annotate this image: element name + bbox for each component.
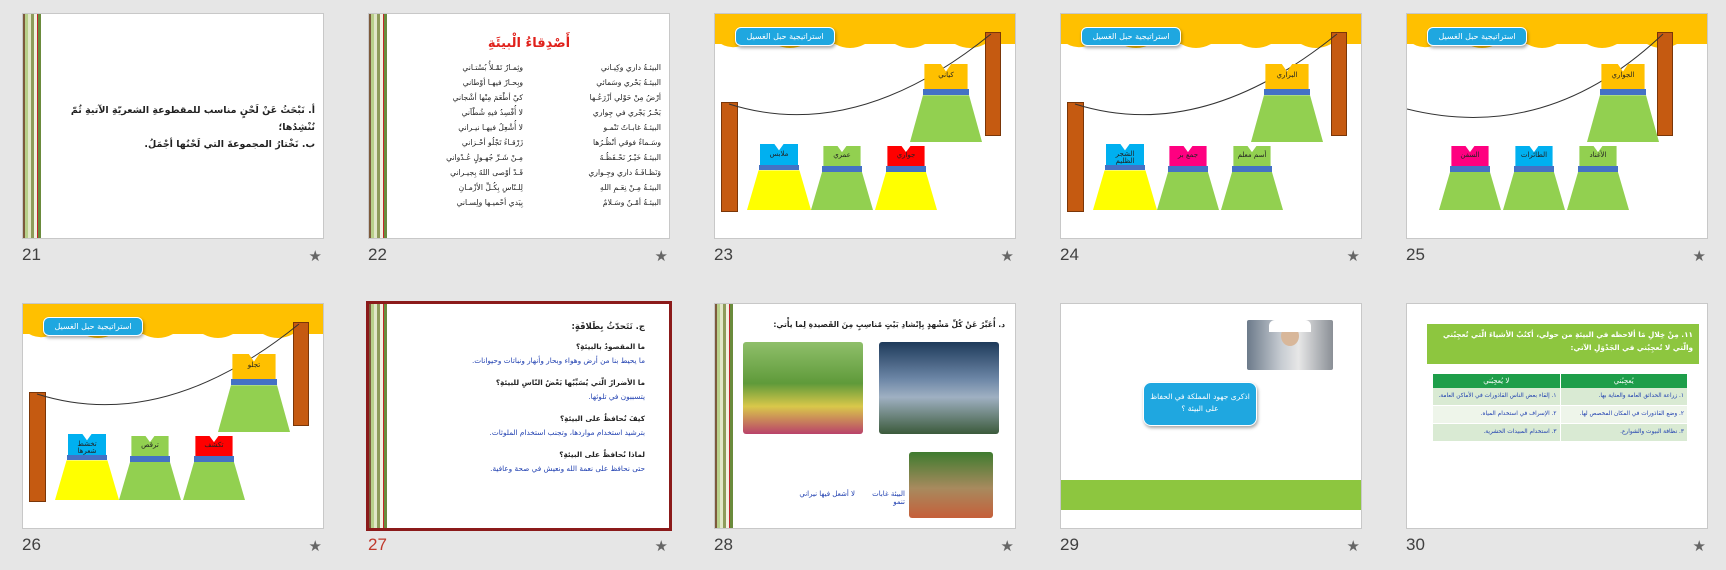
- answer-bucket[interactable]: [747, 144, 811, 210]
- star-icon[interactable]: ★: [308, 537, 322, 555]
- table-row: ٣. استخدام المبيدات الحشرية. ٣. نظافة البيوت والشوارع.: [1433, 424, 1687, 441]
- slide-23[interactable]: [714, 13, 1016, 263]
- slide-number: 30: [1406, 535, 1425, 554]
- table-row: ٢. الإسراف في استخدام المياه. ٢. وضع القاذورات في المكان المخصص لها.: [1433, 406, 1687, 424]
- bucket-label: عمري: [833, 151, 851, 160]
- bucket-label: تخشط شعرها: [77, 439, 97, 455]
- slide-heading: ج. نَتَحدّثُ بِطَلاقَةٍ:: [571, 322, 645, 332]
- poem-right-column: البيئـةُ داري وكِيـاني البيئـةُ بَحْري وسَمائي أرْضُ مِنْ حَوْلي أزْرَعُـها بَحْـرٌ يَجْري في جِواري البيئـةُ غابـاتٌ تَنْمـو وسَـماءٌ فوقي أنْظُـرُها البيئـةُ خَيْـرٌ نَحْـفَظُـهُ وَنَظـافَـةُ داري وجِـواري البيئـةُ مِـنْ نِعَـمِ اللهِ البيئـةُ أمْـنٌ وسَـلامٌ: [588, 63, 661, 207]
- bucket-label: الشجر الظليم: [1115, 149, 1135, 165]
- bucket-label: السفن: [1460, 151, 1480, 160]
- answer-bucket[interactable]: [811, 146, 873, 210]
- bucket-label: ملابس: [769, 149, 789, 158]
- hanging-bucket[interactable]: [910, 64, 982, 142]
- star-icon[interactable]: ★: [654, 247, 668, 265]
- question: ما الأضرارُ الّتي يُسَبِّبُها بَعْضُ النّاسِ للبيئةِ؟: [495, 378, 645, 387]
- slide-number: 29: [1060, 535, 1079, 554]
- slide-number: 22: [368, 245, 387, 264]
- hanging-bucket[interactable]: [1251, 64, 1323, 142]
- col-like: يُعجِبُني: [1613, 377, 1634, 385]
- question: ما المقصودُ بالبيئةِ؟: [575, 342, 645, 351]
- strategy-label: استراتيجية حبل الغسيل: [1427, 27, 1527, 46]
- slide-number: 28: [714, 535, 733, 554]
- headdress: [1269, 320, 1311, 332]
- bucket-label: الجواري: [1611, 70, 1635, 79]
- slide-number: 23: [714, 245, 733, 264]
- slide-29[interactable]: [1060, 303, 1362, 553]
- text-line: أ. نَبْحَثُ عَنْ لَحْنٍ مناسب للمقطوعةِ الشعريّةِ الآتيةِ ثُمّ نُنْشِدُها؛: [70, 105, 315, 133]
- slide-thumbnail[interactable]: [1060, 13, 1362, 239]
- bucket-label: جمع بر: [1177, 151, 1199, 160]
- answer-bucket[interactable]: [1567, 146, 1629, 210]
- photo-litter: [909, 452, 993, 518]
- bucket-label: الأغناد: [1589, 151, 1607, 160]
- question: كيفَ نُحافظُ على البيئةِ؟: [559, 414, 645, 423]
- slide-thumbnail[interactable]: [714, 303, 1016, 529]
- slide-heading: د. أُعَبِّرُ عَنْ كُلِّ مَشْهدٍ بِإنْشادِ بَيْتٍ مُناسِبٍ مِنَ القَصيدةِ لِما يأْتي:: [773, 320, 1005, 329]
- slide-number: 27: [368, 535, 387, 554]
- table-header: [1433, 374, 1687, 388]
- strategy-label: استراتيجية حبل الغسيل: [1081, 27, 1181, 46]
- answer-bucket[interactable]: [1093, 144, 1157, 210]
- caption: لا أشعل فيها نيراني: [799, 490, 855, 498]
- slide-25[interactable]: [1406, 13, 1708, 263]
- slide-number: 24: [1060, 245, 1079, 264]
- answer: بترشيد استخدام مواردها، وتجنب استخدام الملوثات.: [489, 428, 645, 437]
- star-icon[interactable]: ★: [654, 537, 668, 555]
- slide-24[interactable]: [1060, 13, 1362, 263]
- answer-bucket[interactable]: [1439, 146, 1501, 210]
- slide-thumbnail-selected[interactable]: [366, 301, 672, 531]
- star-icon[interactable]: ★: [1000, 537, 1014, 555]
- slide-number: 25: [1406, 245, 1425, 264]
- answer-bucket[interactable]: [875, 146, 937, 210]
- hanging-bucket[interactable]: [1587, 64, 1659, 142]
- slide-number: 26: [22, 535, 41, 554]
- strategy-label: استراتيجية حبل الغسيل: [735, 27, 835, 46]
- answer-bucket[interactable]: [183, 436, 245, 500]
- bucket-label: البراري: [1276, 70, 1298, 79]
- decorative-stripes: [715, 304, 733, 528]
- bucket-label: تكشف: [204, 441, 224, 450]
- slide-number: 21: [22, 245, 41, 264]
- photo-pollution: [879, 342, 999, 434]
- leader-photo: [1247, 320, 1333, 370]
- answer-bucket[interactable]: [1157, 146, 1219, 210]
- answer-bucket[interactable]: [119, 436, 181, 500]
- slide-27[interactable]: [368, 303, 670, 553]
- bucket-label: الطائرات: [1520, 151, 1548, 160]
- answer-bucket[interactable]: [55, 434, 119, 500]
- star-icon[interactable]: ★: [1000, 247, 1014, 265]
- qa-list: [393, 340, 645, 476]
- hanging-bucket[interactable]: [218, 354, 290, 432]
- slide-thumbnail[interactable]: [1406, 13, 1708, 239]
- decorative-stripes: [23, 14, 41, 238]
- slide-26[interactable]: [22, 303, 324, 553]
- star-icon[interactable]: ★: [1346, 537, 1360, 555]
- question: لماذا نُحافظُ على البيئةِ؟: [559, 450, 645, 459]
- answer: يتسببون في تلوثها.: [588, 392, 645, 401]
- photo-park: [743, 342, 863, 434]
- answer-bucket[interactable]: [1503, 146, 1565, 210]
- slide-30[interactable]: [1406, 303, 1708, 553]
- bucket-label: تجلو: [247, 360, 261, 369]
- slide-text: [53, 102, 315, 153]
- poem-left-column: وثِمـارٌ تَمْـلأُ بُسْتـاني وبِحـارٌ فيهـا أوْطاني كيْ أطْعَمَ مِنْها أشْجاني لا أُفْسِدُ فيهِ شُطْآني لا أُشْعِلُ فيهـا نيـراني زَرْقـاءُ تَجْلُو أحْـزاني مِـنْ شَـرِّ جُهـولٍ عُـدْواني قَـدْ أوْصى اللهُ بِجيـراني لِلـنّاسِ بِكُـلِّ الأزْمـانِ بِيَدي أحْميـها ولِسـاني: [446, 63, 523, 207]
- green-band: [1061, 480, 1361, 510]
- question-box: اذكرى جهود المملكة في الحفاظ على البيئة ؟: [1143, 382, 1257, 426]
- slide-thumbnail[interactable]: [1060, 303, 1362, 529]
- likes-table: [1433, 374, 1687, 441]
- text-line: ب. نَخْتارُ المجموعةَ التي لَحْنُها أجْمَلُ.: [144, 139, 315, 150]
- caption: البيئة غابات تنمو: [872, 490, 905, 506]
- bucket-label: كياني: [938, 70, 954, 79]
- decorative-stripes: [369, 14, 387, 238]
- star-icon[interactable]: ★: [1692, 537, 1706, 555]
- col-dislike: لا يُعجِبُني: [1433, 374, 1561, 388]
- slide-thumbnail[interactable]: [368, 13, 670, 239]
- bucket-label: جواري: [896, 151, 916, 160]
- star-icon[interactable]: ★: [1692, 247, 1706, 265]
- answer-bucket[interactable]: [1221, 146, 1283, 210]
- slide-thumbnail[interactable]: [22, 303, 324, 529]
- instruction-banner: ١١. مِنْ خِلالِ مَا ألاحظه في البيئةِ من حولي، أكتُبُ الأشياءَ الّتي تُعجِبُني والّتي لا تُعجِبُني في الجَدْوَلِ الآتي:: [1427, 324, 1699, 364]
- answer: حتى نحافظ على نعمة الله ونعيش في صحة وعافية.: [490, 464, 645, 473]
- slide-thumbnail[interactable]: [714, 13, 1016, 239]
- strategy-label: استراتيجية حبل الغسيل: [43, 317, 143, 336]
- poem-title: أَصْدِقاءُ الْبيئَةِ: [487, 36, 571, 51]
- slide-thumbnail[interactable]: [1406, 303, 1708, 529]
- star-icon[interactable]: ★: [1346, 247, 1360, 265]
- answer: ما يحيط بنا من أرض وهواء وبحار وأنهار ونباتات وحيوانات.: [471, 356, 645, 365]
- slide-28[interactable]: [714, 303, 1016, 553]
- slide-thumbnail[interactable]: [22, 13, 324, 239]
- bucket-label: ترقص: [141, 441, 159, 450]
- table-row: ١. إلقاء بعض الناس القاذورات في الأماكن العامة. ١. زراعة الحدائق العامة والعناية بها.: [1433, 388, 1687, 406]
- star-icon[interactable]: ★: [308, 247, 322, 265]
- slide-22[interactable]: [368, 13, 670, 263]
- bucket-label: أسم معلم: [1237, 151, 1267, 160]
- decorative-stripes: [369, 304, 387, 528]
- slide-21[interactable]: [22, 13, 324, 263]
